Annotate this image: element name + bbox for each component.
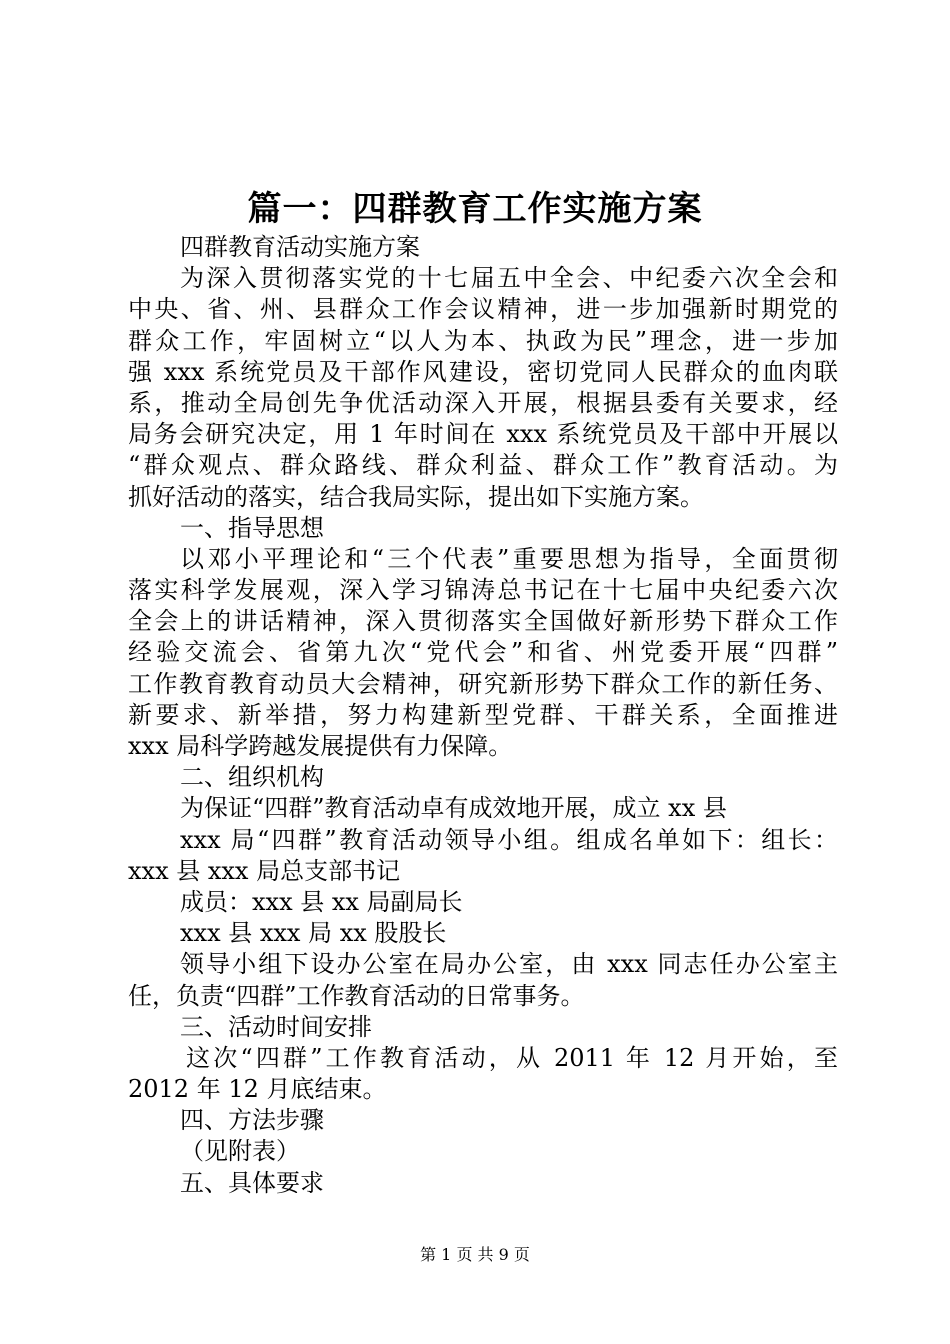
paragraph-line: 系，推动全局创先争优活动深入开展，根据县委有关要求，经: [128, 388, 838, 417]
document-title: 篇一：四群教育工作实施方案: [247, 189, 703, 229]
paragraph-line: 2012 年 12 月底结束。: [128, 1075, 387, 1104]
paragraph-line: xxx 局科学跨越发展提供有力保障。: [128, 732, 513, 760]
paragraph-line: 为深入贯彻落实党的十七届五中全会、中纪委六次全会和: [180, 264, 838, 293]
paragraph-line: 强 xxx 系统党员及干部作风建设，密切党同人民群众的血肉联: [128, 357, 838, 386]
section-heading: 四、方法步骤: [180, 1106, 324, 1135]
section-heading: 一、指导思想: [180, 513, 324, 542]
page-number: 第 1 页 共 9 页: [420, 1245, 530, 1264]
paragraph-line: 成员：xxx 县 xx 局副局长: [180, 887, 463, 916]
paragraph-line: 以邓小平理论和“三个代表”重要思想为指导，全面贯彻: [180, 544, 838, 573]
paragraph-line: 经验交流会、省第九次“党代会”和省、州党委开展“四群”: [128, 638, 838, 667]
paragraph-line: 领导小组下设办公室在局办公室，由 xxx 同志任办公室主: [180, 950, 838, 979]
paragraph-line: xxx 县 xxx 局总支部书记: [128, 856, 401, 885]
section-heading: 三、活动时间安排: [180, 1012, 372, 1041]
paragraph-line: 这次“四群”工作教育活动，从 2011 年 12 月开始，至: [186, 1043, 838, 1072]
paragraph-line: xxx 县 xxx 局 xx 股股长: [180, 919, 447, 948]
paragraph-line: 为保证“四群”教育活动卓有成效地开展，成立 xx 县: [180, 794, 727, 823]
paragraph-line: xxx 局“四群”教育活动领导小组。组成名单如下：组长：: [180, 825, 838, 854]
paragraph-line: 中央、省、州、县群众工作会议精神，进一步加强新时期党的: [128, 295, 838, 324]
section-heading: 五、具体要求: [180, 1168, 324, 1197]
paragraph-line: （见附表）: [180, 1137, 300, 1166]
paragraph-line: 抓好活动的落实，结合我局实际，提出如下实施方案。: [128, 482, 704, 511]
paragraph-line: 任，负责“四群”工作教育活动的日常事务。: [128, 981, 585, 1010]
paragraph-line: 四群教育活动实施方案: [180, 233, 420, 261]
paragraph-line: “群众观点、群众路线、群众利益、群众工作”教育活动。为: [128, 451, 838, 480]
paragraph-line: 工作教育教育动员大会精神，研究新形势下群众工作的新任务、: [128, 669, 838, 698]
paragraph-line: 新要求、新举措，努力构建新型党群、干群关系，全面推进: [128, 700, 838, 729]
paragraph-line: 全会上的讲话精神，深入贯彻落实全国做好新形势下群众工作: [128, 607, 838, 636]
paragraph-line: 群众工作，牢固树立“以人为本、执政为民”理念，进一步加: [128, 326, 838, 355]
section-heading: 二、组织机构: [180, 763, 324, 792]
document-body: [128, 232, 838, 1199]
paragraph-line: 落实科学发展观，深入学习锦涛总书记在十七届中央纪委六次: [128, 576, 838, 605]
paragraph-line: 局务会研究决定，用 1 年时间在 xxx 系统党员及干部中开展以: [128, 420, 838, 449]
